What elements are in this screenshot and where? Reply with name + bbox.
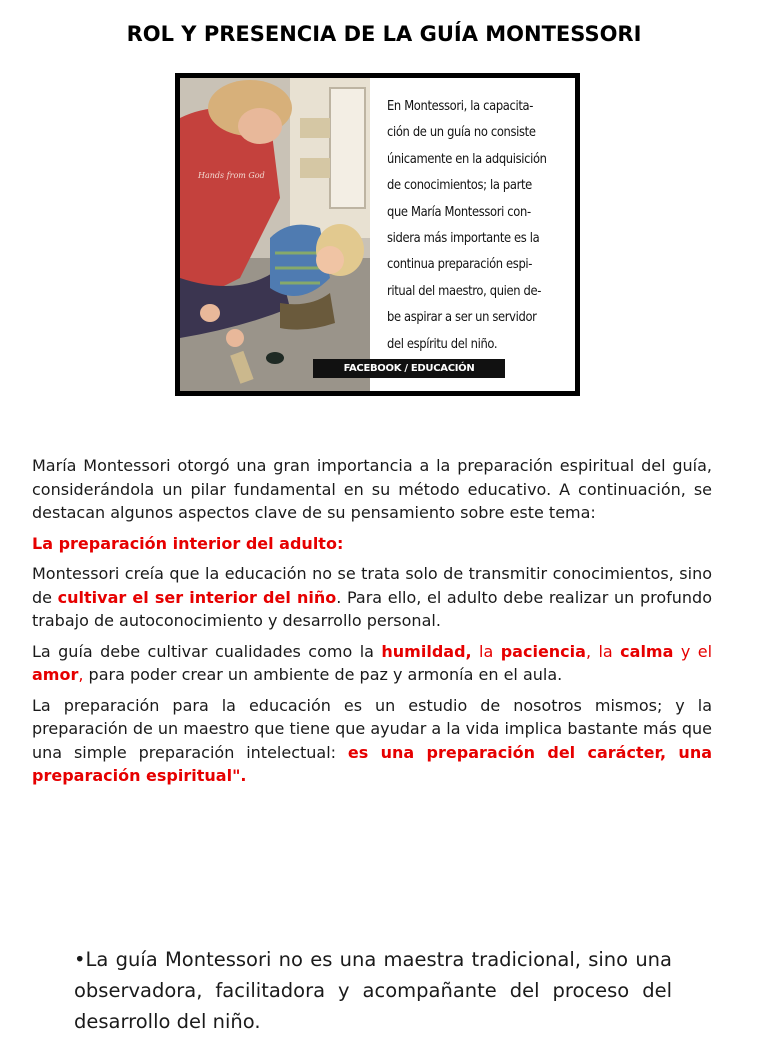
quote-line: En Montessori, la capacita- [387,99,534,114]
figure-caption: FACEBOOK / EDUCACIÓN MONTESSORI [313,359,505,378]
quote-line: continua preparación espi- [387,257,533,273]
highlight-spiritual-preparation: es una preparación del carácter, una preparación espiritual". [32,742,713,785]
photo-adult-child [180,78,370,391]
figure-image-inner [180,78,575,391]
quote-line: únicamente en la adquisición [387,151,547,167]
section-heading: La preparación interior del adulto: [32,533,344,553]
figure-quote [387,94,550,358]
bullet-point [74,944,672,1037]
quote-line: del espíritu del niño. [387,336,498,352]
paragraph-preparation: La preparación para la educación es un estudio de nosotros mismos; y la preparación de un maestro que tiene que ayudar a la vida implica bastante más que una simple preparación intelectual: es una preparación del carácter, una preparación espiritual". [32,695,713,785]
quality-humility: humildad, [381,641,472,661]
quote-line: ción de un guía no consiste [387,125,536,141]
bullet-marker: • [74,948,86,971]
figure-image [175,73,580,396]
quote-line: ritual del maestro, quien de- [387,283,542,299]
quote-line: be aspirar a ser un servidor [387,310,537,326]
quality-patience: paciencia [500,641,586,661]
highlight-interior-child: cultivar el ser interior del niño [57,587,337,607]
quote-line: de conocimientos; la parte [387,178,532,194]
page-title: ROL Y PRESENCIA DE LA GUÍA MONTESSORI [126,22,642,46]
intro-paragraph: María Montessori otorgó una gran importancia a la preparación espiritual del guía, considerándola un pilar fundamental en su método educativo. A continuación, se destacan algunos aspectos clave de su pensamiento sobre este tema: [32,456,712,522]
article-body [32,454,712,795]
paragraph-qualities: La guía debe cultivar cualidades como la humildad, la paciencia, la calma y el amor, para poder crear un ambiente de paz y armonía en el aula. [32,641,713,684]
bullet-text: La guía Montessori no es una maestra tradicional, sino una observadora, facilitadora y acompañante del proceso del desarrollo del niño. [74,948,672,1033]
quote-line: sidera más importante es la [387,231,540,247]
paragraph-interior-child: Montessori creía que la educación no se trata solo de transmitir conocimientos, sino de cultivar el ser interior del niño. Para ello, el adulto debe realizar un profundo trabajo de autoconocimiento y desarrollo personal. [32,564,712,630]
quality-calm: calma [620,641,674,661]
quote-line: que María Montessori con- [387,204,531,220]
quality-love: amor [32,665,79,684]
shirt-print-text: Hands from God [198,171,265,180]
